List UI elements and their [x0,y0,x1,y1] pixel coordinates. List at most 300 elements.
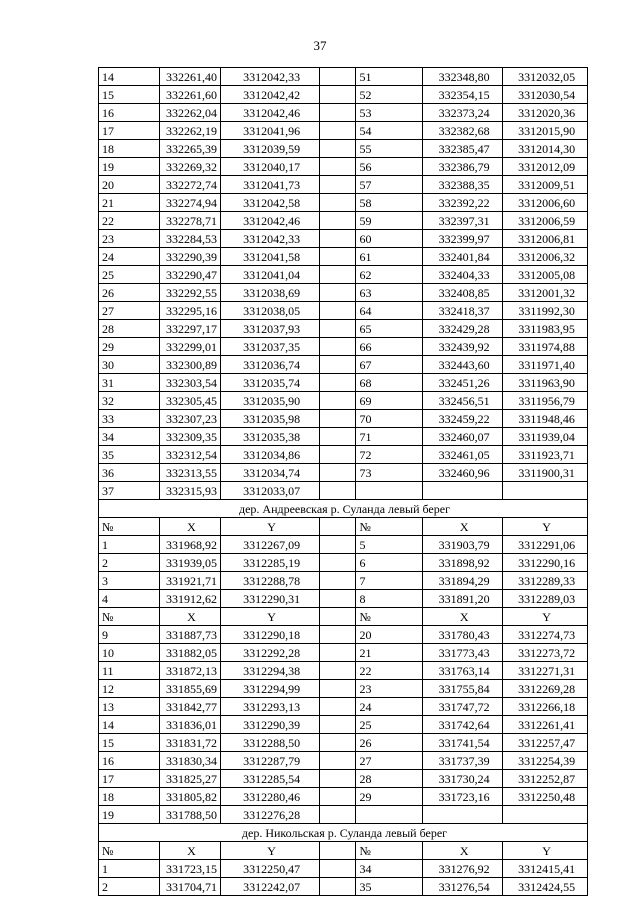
spacer-cell [320,842,356,860]
spacer-cell [320,572,356,590]
coord-y: 3312041,58 [220,248,319,266]
coord-x: 332408,85 [423,284,503,302]
table-row [99,302,588,320]
coord-y: 3312041,96 [220,122,319,140]
spacer-cell [320,158,356,176]
table-row [99,374,588,392]
coord-x: 332269,32 [159,158,220,176]
coord-y: 3311939,04 [503,428,588,446]
coord-x: 332397,31 [423,212,503,230]
coord-x: 332429,28 [423,320,503,338]
point-number: 5 [356,536,423,554]
coord-x: 332295,16 [159,302,220,320]
table-row [99,392,588,410]
table-row [99,806,588,824]
point-number: 22 [99,212,160,230]
spacer-cell [320,212,356,230]
point-number: 15 [99,86,160,104]
coord-x: 332307,23 [159,410,220,428]
spacer-cell [320,68,356,86]
coord-y: 3312250,47 [220,860,319,878]
table-row [99,140,588,158]
coord-y: 3311900,31 [503,464,588,482]
coord-x: 331763,14 [423,662,503,680]
spacer-cell [320,662,356,680]
point-number: 51 [356,68,423,86]
coord-x: 332460,96 [423,464,503,482]
point-number: 72 [356,446,423,464]
table-row [99,716,588,734]
spacer-cell [320,356,356,374]
table-row [99,536,588,554]
section-row [99,500,588,518]
coord-x: 332261,40 [159,68,220,86]
coord-y: 3312006,81 [503,230,588,248]
table-row [99,446,588,464]
point-number: 71 [356,428,423,446]
coord-y: 3312035,98 [220,410,319,428]
coord-y: 3312292,28 [220,644,319,662]
point-number: 2 [99,878,160,896]
header-row [99,842,588,860]
coord-x: 332265,39 [159,140,220,158]
table-row [99,212,588,230]
header-row [99,518,588,536]
column-header-y: Y [503,518,588,536]
coord-y: 3312036,74 [220,356,319,374]
coord-y: 3312266,18 [503,698,588,716]
coord-x: 331882,05 [159,644,220,662]
column-header-x: X [159,842,220,860]
coord-x: 332354,15 [423,86,503,104]
coord-x: 332309,35 [159,428,220,446]
coord-y: 3312030,54 [503,86,588,104]
table-row [99,860,588,878]
coord-x: 331825,27 [159,770,220,788]
coord-x: 331723,15 [159,860,220,878]
coord-x: 332443,60 [423,356,503,374]
table-row [99,320,588,338]
table-row [99,194,588,212]
column-header-x: X [423,518,503,536]
coord-x: 331723,16 [423,788,503,806]
coord-x: 332386,79 [423,158,503,176]
point-number: 15 [99,734,160,752]
coord-x: 332392,22 [423,194,503,212]
point-number: 62 [356,266,423,284]
coord-y: 3312009,51 [503,176,588,194]
coord-y: 3312042,42 [220,86,319,104]
spacer-cell [320,320,356,338]
point-number: 55 [356,140,423,158]
coord-y: 3312294,99 [220,680,319,698]
spacer-cell [320,194,356,212]
coord-y: 3312293,13 [220,698,319,716]
coord-y: 3312267,09 [220,536,319,554]
coord-x: 332297,17 [159,320,220,338]
coord-y [503,806,588,824]
coord-y: 3312274,73 [503,626,588,644]
spacer-cell [320,302,356,320]
coord-x: 332261,60 [159,86,220,104]
coord-x: 331780,43 [423,626,503,644]
coord-y: 3311948,46 [503,410,588,428]
spacer-cell [320,860,356,878]
coord-x: 331842,77 [159,698,220,716]
table-row [99,284,588,302]
point-number: 24 [356,698,423,716]
table-row [99,590,588,608]
coord-x: 332313,55 [159,464,220,482]
coord-x: 332459,22 [423,410,503,428]
table-row [99,554,588,572]
point-number: 70 [356,410,423,428]
spacer-cell [320,788,356,806]
spacer-cell [320,698,356,716]
coord-y: 3311983,95 [503,320,588,338]
coord-x: 332303,54 [159,374,220,392]
point-number: 73 [356,464,423,482]
coord-x: 332460,07 [423,428,503,446]
coord-y: 3312289,03 [503,590,588,608]
column-header-number: № [99,842,160,860]
spacer-cell [320,230,356,248]
coord-x [423,482,503,500]
coord-y: 3312042,46 [220,212,319,230]
coord-x: 332292,55 [159,284,220,302]
point-number: 14 [99,68,160,86]
point-number: 16 [99,104,160,122]
point-number: 17 [99,770,160,788]
coord-y: 3312285,54 [220,770,319,788]
spacer-cell [320,284,356,302]
coord-x: 331939,05 [159,554,220,572]
table-row [99,698,588,716]
coord-x: 331887,73 [159,626,220,644]
coord-x: 332278,71 [159,212,220,230]
table-row [99,266,588,284]
point-number: 20 [356,626,423,644]
coord-y: 3312037,93 [220,320,319,338]
point-number: 7 [356,572,423,590]
table-row [99,122,588,140]
coord-y: 3312041,04 [220,266,319,284]
point-number: 37 [99,482,160,500]
point-number: 26 [356,734,423,752]
coord-y: 3312290,31 [220,590,319,608]
coord-x: 332399,97 [423,230,503,248]
column-header-x: X [159,518,220,536]
coord-x: 332456,51 [423,392,503,410]
coord-x: 332312,54 [159,446,220,464]
point-number: 35 [356,878,423,896]
table-row [99,338,588,356]
spacer-cell [320,428,356,446]
point-number: 24 [99,248,160,266]
coord-x: 332305,45 [159,392,220,410]
point-number: 1 [99,536,160,554]
point-number: 19 [99,158,160,176]
table-row [99,356,588,374]
spacer-cell [320,446,356,464]
point-number: 28 [356,770,423,788]
coord-y: 3312294,38 [220,662,319,680]
point-number: 31 [99,374,160,392]
point-number: 56 [356,158,423,176]
point-number: 67 [356,356,423,374]
coord-y: 3312288,50 [220,734,319,752]
spacer-cell [320,608,356,626]
point-number: 21 [356,644,423,662]
point-number: 25 [356,716,423,734]
coord-y: 3312042,33 [220,230,319,248]
column-header-number: № [356,842,423,860]
column-header-x: X [423,608,503,626]
coord-x: 332262,04 [159,104,220,122]
table-row [99,482,588,500]
point-number: 61 [356,248,423,266]
point-number: 14 [99,716,160,734]
coord-y: 3312280,46 [220,788,319,806]
coord-y: 3312041,73 [220,176,319,194]
coord-y: 3312257,47 [503,734,588,752]
table-row [99,572,588,590]
coord-x: 331894,29 [423,572,503,590]
coord-y: 3312273,72 [503,644,588,662]
table-row [99,788,588,806]
table-row [99,86,588,104]
point-number: 33 [99,410,160,428]
column-header-number: № [356,518,423,536]
coord-y: 3312035,90 [220,392,319,410]
point-number: 8 [356,590,423,608]
coord-x: 331737,39 [423,752,503,770]
coord-x: 332290,39 [159,248,220,266]
coord-y: 3312037,35 [220,338,319,356]
spacer-cell [320,248,356,266]
point-number: 34 [99,428,160,446]
table-row [99,104,588,122]
header-row [99,608,588,626]
coord-x: 332388,35 [423,176,503,194]
coord-y: 3312042,33 [220,68,319,86]
point-number: 30 [99,356,160,374]
coord-y: 3312006,59 [503,212,588,230]
point-number: 52 [356,86,423,104]
coord-x: 332373,24 [423,104,503,122]
point-number: 32 [99,392,160,410]
point-number [356,806,423,824]
coord-y: 3312261,41 [503,716,588,734]
coordinates-table [98,67,588,896]
table-row [99,68,588,86]
spacer-cell [320,140,356,158]
table-row [99,680,588,698]
coord-x: 331898,92 [423,554,503,572]
spacer-cell [320,626,356,644]
point-number: 59 [356,212,423,230]
coord-y [503,482,588,500]
point-number: 22 [356,662,423,680]
coord-x: 332300,89 [159,356,220,374]
coord-x: 332272,74 [159,176,220,194]
table-row [99,428,588,446]
page-number: 37 [313,38,327,53]
coord-y: 3312290,18 [220,626,319,644]
point-number: 26 [99,284,160,302]
spacer-cell [320,464,356,482]
point-number: 19 [99,806,160,824]
coord-y: 3312006,60 [503,194,588,212]
coord-x: 331747,72 [423,698,503,716]
point-number: 16 [99,752,160,770]
column-header-y: Y [220,608,319,626]
coord-y: 3312271,31 [503,662,588,680]
coord-y: 3312039,59 [220,140,319,158]
point-number: 25 [99,266,160,284]
section-row [99,824,588,842]
spacer-cell [320,680,356,698]
spacer-cell [320,86,356,104]
coord-x: 331276,54 [423,878,503,896]
table-row [99,770,588,788]
coord-x: 332451,26 [423,374,503,392]
column-header-y: Y [220,518,319,536]
point-number: 35 [99,446,160,464]
point-number: 21 [99,194,160,212]
spacer-cell [320,104,356,122]
coord-y: 3312415,41 [503,860,588,878]
coord-x: 332418,37 [423,302,503,320]
coord-x: 331773,43 [423,644,503,662]
spacer-cell [320,266,356,284]
coord-x: 331836,01 [159,716,220,734]
point-number: 2 [99,554,160,572]
point-number: 58 [356,194,423,212]
coord-x: 332382,68 [423,122,503,140]
spacer-cell [320,644,356,662]
coord-y: 3312035,74 [220,374,319,392]
coord-y: 3312034,86 [220,446,319,464]
table-row [99,734,588,752]
spacer-cell [320,716,356,734]
point-number: 27 [356,752,423,770]
coord-x: 331891,20 [423,590,503,608]
spacer-cell [320,518,356,536]
spacer-cell [320,374,356,392]
coord-y: 3312038,69 [220,284,319,302]
point-number [356,482,423,500]
coord-x: 331741,54 [423,734,503,752]
coord-x: 332348,80 [423,68,503,86]
table-row [99,662,588,680]
coord-x: 331830,34 [159,752,220,770]
spacer-cell [320,176,356,194]
coord-x: 332439,92 [423,338,503,356]
column-header-number: № [356,608,423,626]
coord-y: 3312006,32 [503,248,588,266]
point-number: 11 [99,662,160,680]
coord-x: 331730,24 [423,770,503,788]
table-row [99,410,588,428]
table-row [99,878,588,896]
coord-y: 3312015,90 [503,122,588,140]
section-title: дер. Андреевская р. Суланда левый берег [99,500,588,518]
coord-y: 3312032,05 [503,68,588,86]
coord-y: 3312014,30 [503,140,588,158]
table-row [99,248,588,266]
spacer-cell [320,590,356,608]
table-row [99,176,588,194]
point-number: 36 [99,464,160,482]
spacer-cell [320,482,356,500]
point-number: 18 [99,788,160,806]
point-number: 29 [99,338,160,356]
coord-x: 332274,94 [159,194,220,212]
coord-y: 3312242,07 [220,878,319,896]
coord-x: 331276,92 [423,860,503,878]
point-number: 3 [99,572,160,590]
point-number: 17 [99,122,160,140]
point-number: 18 [99,140,160,158]
coord-y: 3312005,08 [503,266,588,284]
point-number: 66 [356,338,423,356]
coord-y: 3312034,74 [220,464,319,482]
coord-x: 331968,92 [159,536,220,554]
table-row [99,158,588,176]
coord-x: 331855,69 [159,680,220,698]
coord-y: 3312290,39 [220,716,319,734]
point-number: 23 [99,230,160,248]
coord-y: 3312033,07 [220,482,319,500]
coord-y: 3312250,48 [503,788,588,806]
coord-y: 3312289,33 [503,572,588,590]
coord-x: 331704,71 [159,878,220,896]
point-number: 60 [356,230,423,248]
coord-y: 3312012,09 [503,158,588,176]
column-header-x: X [423,842,503,860]
point-number: 53 [356,104,423,122]
point-number: 1 [99,860,160,878]
spacer-cell [320,122,356,140]
coord-x: 331788,50 [159,806,220,824]
point-number: 34 [356,860,423,878]
column-header-x: X [159,608,220,626]
point-number: 65 [356,320,423,338]
table-row [99,752,588,770]
coord-x: 331872,13 [159,662,220,680]
point-number: 68 [356,374,423,392]
table-row [99,230,588,248]
point-number: 4 [99,590,160,608]
coord-x: 332299,01 [159,338,220,356]
coord-y: 3312424,55 [503,878,588,896]
coord-x: 331903,79 [423,536,503,554]
spacer-cell [320,734,356,752]
coord-y: 3311963,90 [503,374,588,392]
coord-y: 3312290,16 [503,554,588,572]
point-number: 10 [99,644,160,662]
coord-y: 3312020,36 [503,104,588,122]
spacer-cell [320,554,356,572]
coord-y: 3312287,79 [220,752,319,770]
coord-y: 3312252,87 [503,770,588,788]
coord-x: 332461,05 [423,446,503,464]
table-row [99,464,588,482]
point-number: 63 [356,284,423,302]
coord-y: 3311974,88 [503,338,588,356]
coord-y: 3311971,40 [503,356,588,374]
